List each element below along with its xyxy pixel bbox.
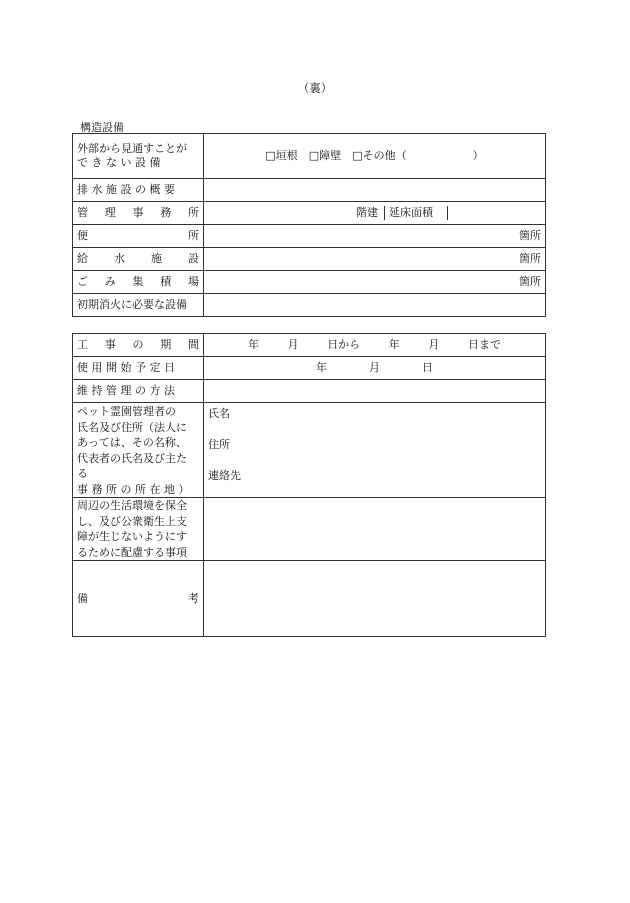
fire-value[interactable] bbox=[204, 294, 546, 317]
office-floor-area-label: 延床面積 bbox=[384, 206, 447, 220]
period-part: 月 bbox=[428, 338, 440, 352]
owner-label-line: あっては、その名称、 bbox=[77, 436, 187, 449]
period-label-char: 工 bbox=[77, 338, 88, 352]
garbage-label-char: ご bbox=[77, 275, 88, 289]
owner-name-label: 氏名 bbox=[208, 407, 230, 420]
owner-label-line: 事 務 所 の 所 在 地 ） bbox=[77, 482, 190, 496]
row-drainage bbox=[73, 179, 546, 202]
period-label-char: の bbox=[132, 338, 144, 352]
row-owner bbox=[73, 403, 546, 498]
owner-contact-label: 連絡先 bbox=[208, 469, 241, 482]
start-part: 日 bbox=[422, 361, 433, 375]
water-label-char: 給 bbox=[77, 252, 88, 266]
water-count[interactable]: 箇所 bbox=[204, 248, 546, 271]
office-label bbox=[73, 202, 204, 225]
row-remarks bbox=[73, 561, 546, 637]
visibility-options[interactable]: □垣根 □障壁 □その他（ ） bbox=[204, 134, 546, 179]
row-period bbox=[73, 334, 546, 357]
row-environment bbox=[73, 498, 546, 561]
remarks-label-char: 考 bbox=[188, 591, 199, 605]
period-part: 年 bbox=[248, 338, 259, 352]
garbage-count[interactable]: 箇所 bbox=[204, 271, 546, 294]
environment-label-line: し、及び公衆衛生上支 bbox=[77, 514, 187, 528]
garbage-label-char: 積 bbox=[160, 275, 172, 289]
drainage-label: 排 水 施 設 の 概 要 bbox=[73, 179, 204, 202]
garbage-label-char: 場 bbox=[188, 275, 199, 289]
period-label bbox=[73, 334, 204, 357]
start-label: 使 用 開 始 予 定 日 bbox=[73, 357, 204, 380]
period-label-char: 間 bbox=[188, 338, 199, 352]
maintenance-value[interactable] bbox=[204, 380, 546, 403]
water-label-char: 設 bbox=[188, 252, 199, 266]
owner-value[interactable] bbox=[204, 403, 546, 498]
water-label-char: 水 bbox=[114, 252, 125, 266]
environment-value[interactable] bbox=[204, 498, 546, 561]
remarks-label bbox=[73, 561, 204, 637]
fire-label: 初期消火に必要な設備 bbox=[73, 294, 204, 317]
toilet-label-char: 便 bbox=[77, 229, 88, 243]
toilet-count[interactable]: 箇所 bbox=[204, 225, 546, 248]
drainage-value[interactable] bbox=[204, 179, 546, 202]
row-start bbox=[73, 357, 546, 380]
visibility-label bbox=[73, 134, 204, 179]
environment-label-line: 周辺の生活環境を保全 bbox=[77, 499, 187, 512]
remarks-label-char: 備 bbox=[77, 591, 88, 605]
row-visibility bbox=[73, 134, 546, 179]
office-label-char: 所 bbox=[188, 206, 199, 220]
owner-label-line: る bbox=[77, 467, 88, 480]
start-part: 年 bbox=[316, 361, 327, 375]
structure-table bbox=[72, 133, 546, 317]
visibility-label-line2: で き な い 設 備 bbox=[77, 156, 161, 169]
office-floors[interactable]: 階建 bbox=[356, 206, 378, 220]
row-fire bbox=[73, 294, 546, 317]
garbage-label-char: 集 bbox=[132, 275, 144, 289]
owner-address-label: 住所 bbox=[208, 438, 230, 451]
start-value[interactable] bbox=[204, 357, 546, 380]
office-label-char: 理 bbox=[104, 206, 116, 220]
toilet-label-char: 所 bbox=[188, 229, 199, 243]
period-label-char: 期 bbox=[160, 338, 172, 352]
period-part: 月 bbox=[287, 338, 299, 352]
environment-label-line: るために配慮する事項 bbox=[77, 545, 187, 559]
row-maintenance bbox=[73, 380, 546, 403]
period-part: 年 bbox=[388, 338, 400, 352]
owner-label-line: 氏名及び住所（法人に bbox=[77, 420, 187, 434]
row-garbage bbox=[73, 271, 546, 294]
period-value[interactable] bbox=[204, 334, 546, 357]
office-label-char: 事 bbox=[132, 206, 144, 220]
section-label: 構造設備 bbox=[80, 121, 124, 134]
water-label-char: 施 bbox=[151, 252, 162, 266]
page-title: （裏） bbox=[297, 81, 333, 95]
owner-label-line: ペット霊園管理者の bbox=[77, 405, 176, 418]
visibility-label-line1: 外部から見通すことが bbox=[77, 142, 187, 156]
office-label-char: 務 bbox=[160, 206, 172, 220]
period-part: 日まで bbox=[467, 338, 501, 352]
period-part: 日から bbox=[327, 338, 361, 352]
period-label-char: 事 bbox=[104, 338, 116, 352]
office-value bbox=[204, 202, 546, 225]
remarks-value[interactable] bbox=[204, 561, 546, 637]
office-floor-area-value[interactable] bbox=[447, 206, 545, 220]
garbage-label bbox=[73, 271, 204, 294]
water-label bbox=[73, 248, 204, 271]
start-part: 月 bbox=[369, 361, 380, 375]
owner-label-line: 代表者の氏名及び主た bbox=[77, 451, 187, 465]
row-water bbox=[73, 248, 546, 271]
owner-label bbox=[73, 403, 204, 498]
garbage-label-char: み bbox=[104, 275, 116, 289]
environment-label bbox=[73, 498, 204, 561]
row-toilet bbox=[73, 225, 546, 248]
office-label-char: 管 bbox=[77, 206, 88, 220]
management-table bbox=[72, 333, 546, 637]
maintenance-label: 維 持 管 理 の 方 法 bbox=[73, 380, 204, 403]
environment-label-line: 障が生じないようにす bbox=[77, 530, 187, 543]
toilet-label bbox=[73, 225, 204, 248]
row-office bbox=[73, 202, 546, 225]
